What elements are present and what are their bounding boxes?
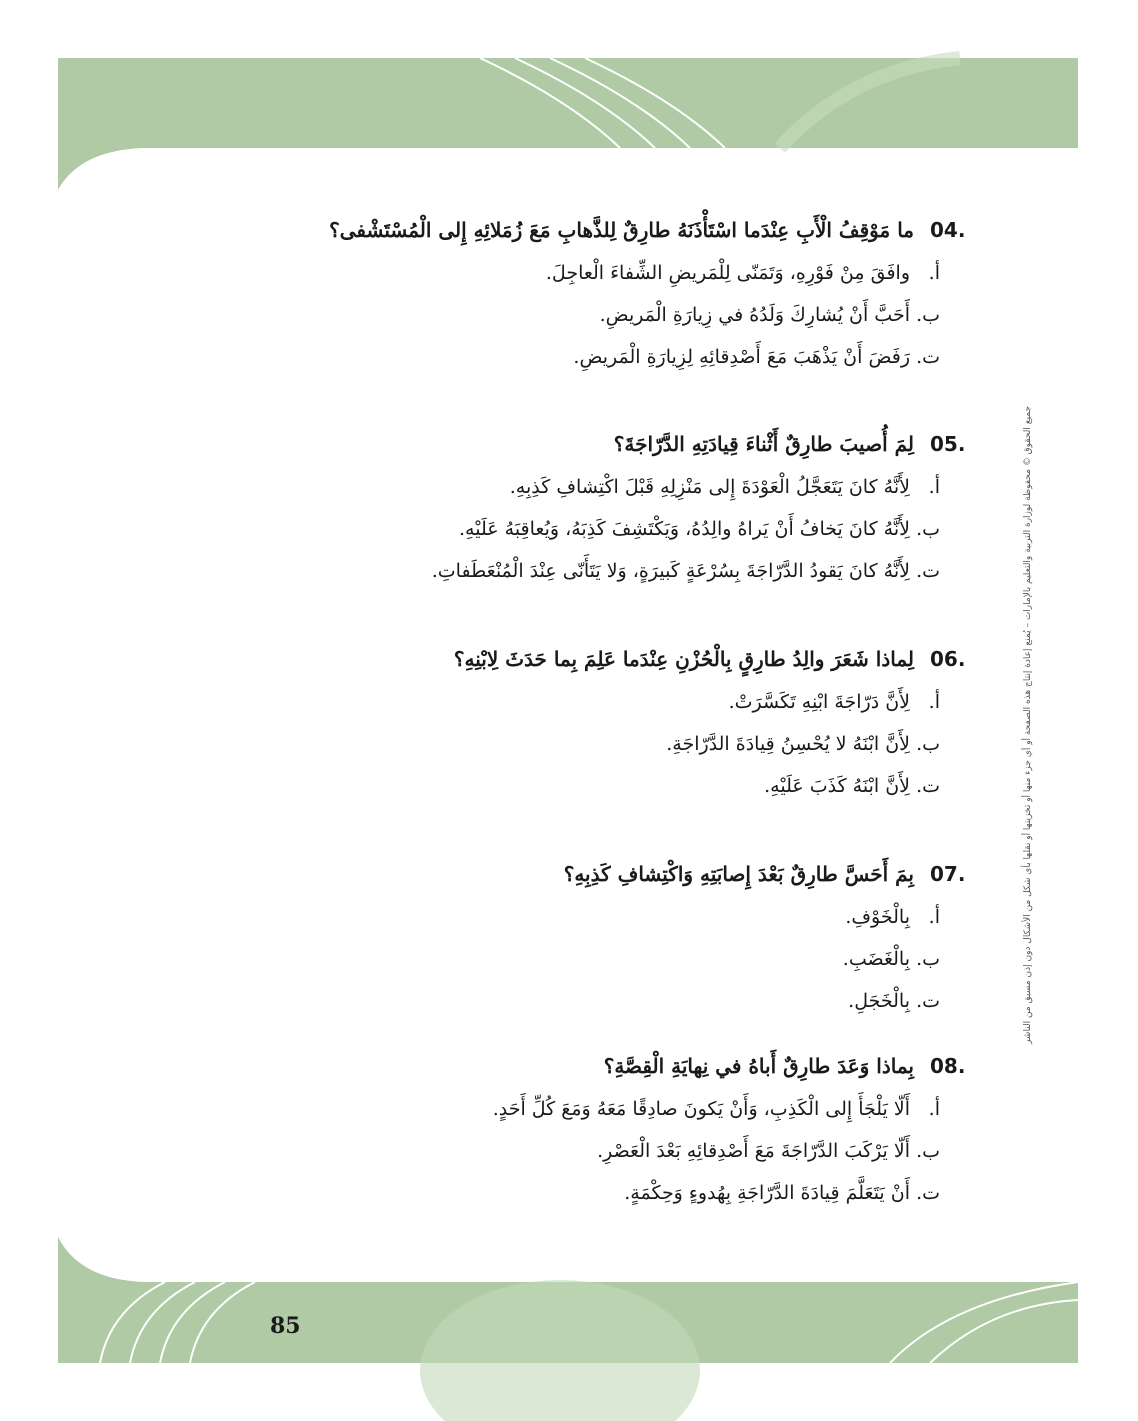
option-text: لِأَنَّهُ كانَ يَخافُ أَنْ يَراهُ والِدُهُ، وَيَكْتَشِفَ كَذِبَهُ، وَيُعاقِبَهُ عَلَيْهِ. <box>459 518 910 540</box>
options-list <box>300 691 970 817</box>
options-list <box>300 1098 970 1224</box>
option-text: بِالْخَوْفِ. <box>845 906 910 928</box>
option-text: بِالْغَضَبِ. <box>842 948 910 970</box>
option-b[interactable] <box>300 1140 970 1182</box>
option-a[interactable] <box>300 262 970 304</box>
question-number: 08. <box>930 1054 966 1078</box>
option-t[interactable] <box>300 1182 970 1224</box>
option-text: رَفَضَ أَنْ يَذْهَبَ مَعَ أَصْدِقائِهِ لِزِيارَةِ الْمَريضِ. <box>573 346 910 368</box>
option-letter: أ. <box>928 262 940 284</box>
options-list <box>300 476 970 602</box>
question-number: 05. <box>930 432 966 456</box>
question-header <box>300 862 970 902</box>
copyright-note <box>1018 370 1038 1080</box>
options-list <box>300 262 970 388</box>
option-t[interactable] <box>300 346 970 388</box>
option-letter: ب. <box>916 518 940 540</box>
option-letter: أ. <box>928 906 940 928</box>
option-letter: ت. <box>916 560 940 582</box>
option-letter: ب. <box>916 304 940 326</box>
question-text: لِماذا شَعَرَ والِدُ طارِقٍ بِالْحُزْنِ عِنْدَما عَلِمَ بِما حَدَثَ لِابْنِهِ؟ <box>453 647 914 671</box>
option-letter: ت. <box>916 346 940 368</box>
option-letter: ت. <box>916 1182 940 1204</box>
question-text: بِماذا وَعَدَ طارِقٌ أَباهُ في نِهايَةِ الْقِصَّةِ؟ <box>603 1054 914 1078</box>
question-07 <box>300 862 970 1032</box>
question-text: ما مَوْقِفُ الْأَبِ عِنْدَما اسْتَأْذَنَهُ طارِقٌ لِلذَّهابِ مَعَ زُمَلائِهِ إِلى الْمُسْتَشْفى؟ <box>329 218 914 242</box>
question-number: 06. <box>930 647 966 671</box>
option-a[interactable] <box>300 1098 970 1140</box>
question-number: 07. <box>930 862 966 886</box>
option-t[interactable] <box>300 990 970 1032</box>
question-05 <box>300 432 970 602</box>
option-letter: أ. <box>928 1098 940 1120</box>
option-text: لِأَنَّ دَرّاجَةَ ابْنِهِ تَكَسَّرَتْ. <box>728 691 910 713</box>
question-header <box>300 647 970 687</box>
question-number: 04. <box>930 218 966 242</box>
option-text: وافَقَ مِنْ فَوْرِهِ، وَتَمَنّى لِلْمَريضِ الشِّفاءَ الْعاجِلَ. <box>545 262 910 284</box>
option-a[interactable] <box>300 691 970 733</box>
option-a[interactable] <box>300 906 970 948</box>
option-letter: أ. <box>928 691 940 713</box>
question-08 <box>300 1054 970 1224</box>
copyright-text: جميع الحقوق © محفوظة لوزارة التربية والتعليم بالإمارات – يُمنع إعادة إنتاج هذه الصفحة أو أي جزء منها أو تخزينها أو نقلها بأي شكل من الأشكال دون إذن مسبق من الناشر <box>1023 405 1033 1045</box>
option-text: لِأَنَّهُ كانَ يَقودُ الدَّرّاجَةَ بِسُرْعَةٍ كَبيرَةٍ، وَلا يَتَأَنّى عِنْدَ الْمُنْعَطَفاتِ. <box>431 560 910 582</box>
option-t[interactable] <box>300 775 970 817</box>
option-letter: ب. <box>916 1140 940 1162</box>
question-header <box>300 432 970 472</box>
option-letter: أ. <box>928 476 940 498</box>
option-text: لِأَنَّهُ كانَ يَتَعَجَّلُ الْعَوْدَةَ إِلى مَنْزِلِهِ قَبْلَ اكْتِشافِ كَذِبِهِ. <box>509 476 910 498</box>
question-text: بِمَ أَحَسَّ طارِقٌ بَعْدَ إِصابَتِهِ وَاكْتِشافِ كَذِبِهِ؟ <box>563 862 914 886</box>
option-b[interactable] <box>300 948 970 990</box>
question-text: لِمَ أُصيبَ طارِقٌ أَثْناءَ قِيادَتِهِ الدَّرّاجَةَ؟ <box>613 432 914 456</box>
question-04 <box>300 218 970 388</box>
option-text: أَنْ يَتَعَلَّمَ قِيادَةَ الدَّرّاجَةِ بِهُدوءٍ وَحِكْمَةٍ. <box>624 1182 910 1204</box>
question-header <box>300 218 970 258</box>
page-number: 85 <box>270 1313 301 1339</box>
option-letter: ب. <box>916 948 940 970</box>
option-t[interactable] <box>300 560 970 602</box>
options-list <box>300 906 970 1032</box>
option-letter: ت. <box>916 775 940 797</box>
option-b[interactable] <box>300 733 970 775</box>
question-header <box>300 1054 970 1094</box>
top-banner <box>58 58 1078 195</box>
bottom-banner <box>58 1237 1078 1421</box>
option-text: لِأَنَّ ابْنَهُ لا يُحْسِنُ قِيادَةَ الدَّرّاجَةِ. <box>666 733 910 755</box>
option-text: أَلّا يَلْجَأَ إِلى الْكَذِبِ، وَأَنْ يَكونَ صادِقًا مَعَهُ وَمَعَ كُلِّ أَحَدٍ. <box>492 1098 910 1120</box>
option-letter: ب. <box>916 733 940 755</box>
option-text: أَلّا يَرْكَبَ الدَّرّاجَةَ مَعَ أَصْدِقائِهِ بَعْدَ الْعَصْرِ. <box>597 1140 910 1162</box>
option-text: بِالْخَجَلِ. <box>848 990 910 1012</box>
question-06 <box>300 647 970 817</box>
option-letter: ت. <box>916 990 940 1012</box>
option-text: أَحَبَّ أَنْ يُشارِكَ وَلَدُهُ في زِيارَةِ الْمَريضِ. <box>599 304 910 326</box>
option-b[interactable] <box>300 518 970 560</box>
option-text: لِأَنَّ ابْنَهُ كَذَبَ عَلَيْهِ. <box>764 775 910 797</box>
option-b[interactable] <box>300 304 970 346</box>
option-a[interactable] <box>300 476 970 518</box>
